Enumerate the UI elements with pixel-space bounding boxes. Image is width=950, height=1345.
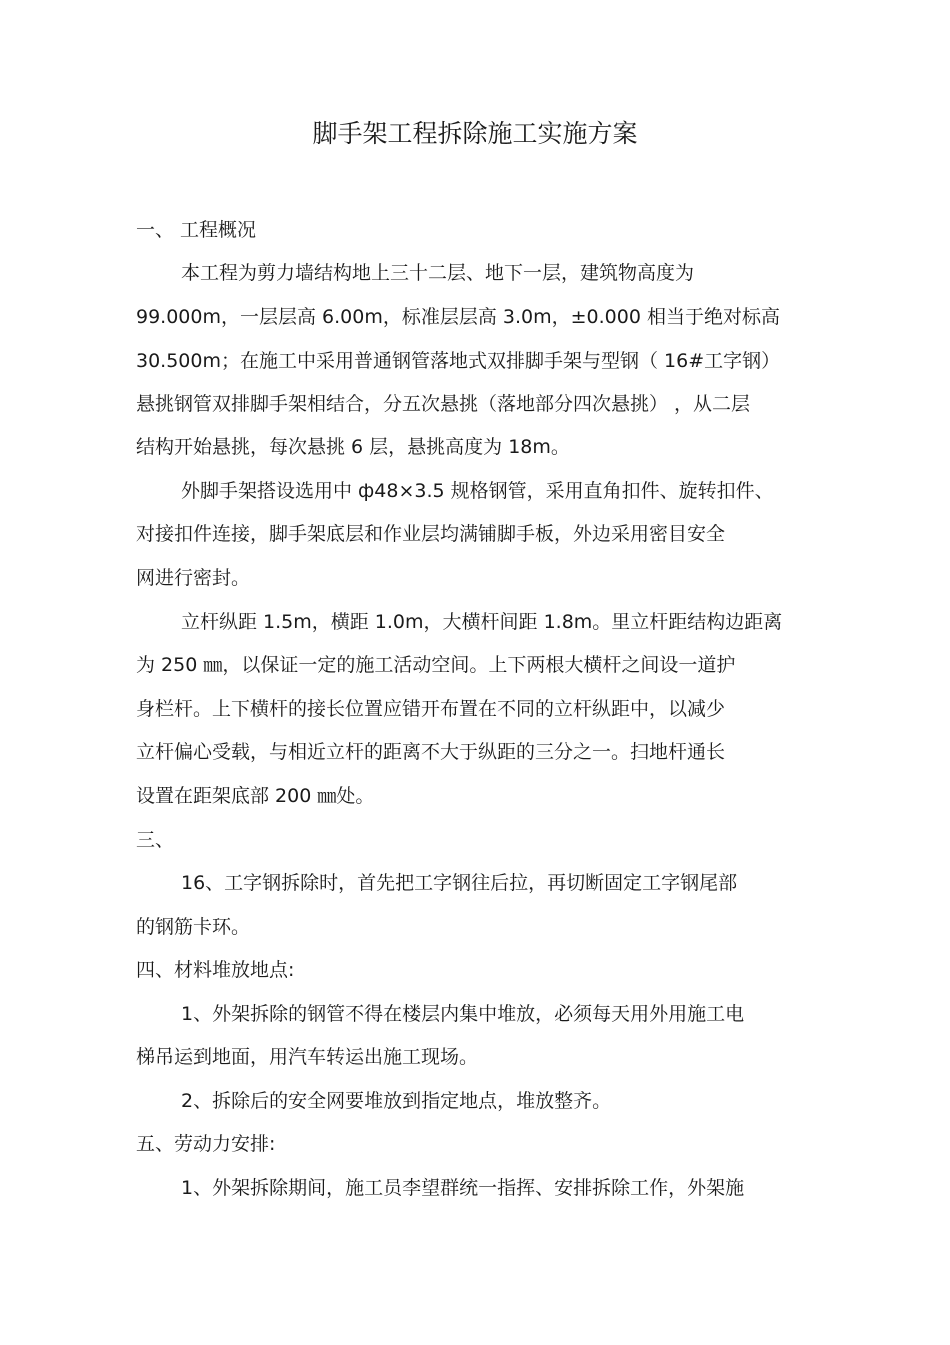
section-heading-overview: 一、 工程概况 [136, 219, 257, 241]
paragraph-line: 身栏杆。上下横杆的接长位置应错开布置在不同的立杆纵距中，以减少 [136, 698, 726, 720]
paragraph-line: 结构开始悬挑，每次悬挑 6 层，悬挑高度为 18m。 [136, 436, 570, 458]
paragraph-line: 梯吊运到地面，用汽车转运出施工现场。 [136, 1046, 479, 1068]
paragraph-line: 为 250 ㎜，以保证一定的施工活动空间。上下两根大横杆之间设一道护 [136, 654, 736, 676]
paragraph-line: 网进行密封。 [136, 567, 251, 589]
section-heading-materials: 四、材料堆放地点: [136, 959, 295, 981]
paragraph-line: 对接扣件连接，脚手架底层和作业层均满铺脚手板，外边采用密目安全 [136, 523, 726, 545]
paragraph-line: 立杆纵距 1.5m，横距 1.0m，大横杆间距 1.8m。里立杆距结构边距离 [181, 611, 783, 633]
paragraph-line: 悬挑钢管双排脚手架相结合，分五次悬挑（落地部分四次悬挑） ，从二层 [136, 393, 751, 415]
paragraph-line: 的钢筋卡环。 [136, 916, 251, 938]
paragraph-line: 外脚手架搭设选用中 ф48×3.5 规格钢管，采用直角扣件、旋转扣件、 [181, 480, 774, 502]
paragraph-line: 1、外架拆除的钢管不得在楼层内集中堆放，必须每天用外用施工电 [181, 1003, 745, 1025]
paragraph-line: 设置在距架底部 200 ㎜处。 [136, 785, 375, 807]
paragraph-line: 2、拆除后的安全网要堆放到指定地点，堆放整齐。 [181, 1090, 612, 1112]
paragraph-line: 16、工字钢拆除时，首先把工字钢往后拉，再切断固定工字钢尾部 [181, 872, 738, 894]
document-title: 脚手架工程拆除施工实施方案 [312, 119, 638, 148]
paragraph-line: 99.000m，一层层高 6.00m，标准层层高 3.0m，±0.000 相当于绝对标高 [136, 306, 780, 328]
section-heading-three: 三、 [136, 829, 175, 851]
paragraph-line: 本工程为剪力墙结构地上三十二层、地下一层，建筑物高度为 [181, 262, 695, 284]
section-heading-labor: 五、劳动力安排: [136, 1133, 276, 1155]
paragraph-line: 立杆偏心受载，与相近立杆的距离不大于纵距的三分之一。扫地杆通长 [136, 741, 726, 763]
paragraph-line: 1、外架拆除期间，施工员李望群统一指挥、安排拆除工作，外架施 [181, 1177, 745, 1199]
paragraph-line: 30.500m；在施工中采用普通钢管落地式双排脚手架与型钢（ 16#工字钢） [136, 350, 781, 372]
